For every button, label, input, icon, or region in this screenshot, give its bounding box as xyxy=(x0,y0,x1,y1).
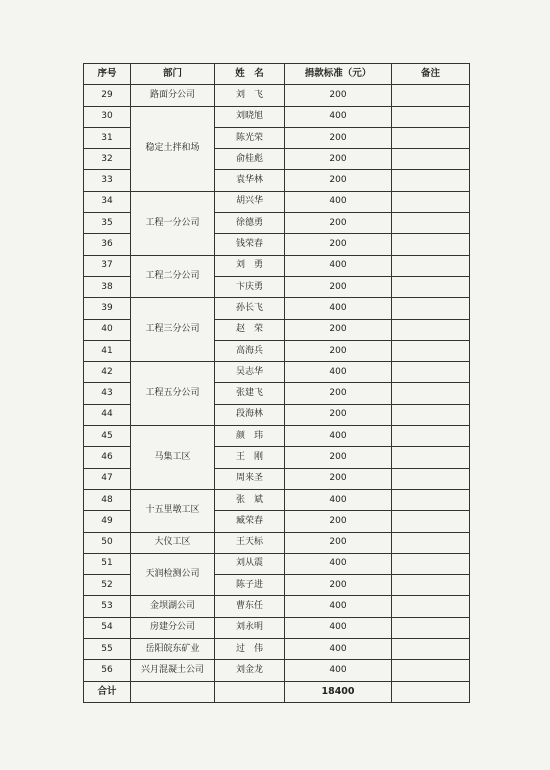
row-number: 34 xyxy=(84,191,131,212)
row-number: 54 xyxy=(84,617,131,638)
donation-amount: 200 xyxy=(285,404,392,425)
donation-amount: 200 xyxy=(285,234,392,255)
donation-amount: 200 xyxy=(285,340,392,361)
row-number: 37 xyxy=(84,255,131,276)
total-note-cell xyxy=(392,681,470,702)
total-amount: 18400 xyxy=(285,681,392,702)
row-number: 47 xyxy=(84,468,131,489)
header-no: 序号 xyxy=(84,64,131,85)
note-cell xyxy=(392,553,470,574)
department-cell: 工程二分公司 xyxy=(131,255,215,298)
donation-amount: 200 xyxy=(285,319,392,340)
person-name: 孙长飞 xyxy=(215,298,285,319)
person-name: 胡兴华 xyxy=(215,191,285,212)
donation-amount: 400 xyxy=(285,298,392,319)
note-cell xyxy=(392,106,470,127)
note-cell xyxy=(392,298,470,319)
note-cell xyxy=(392,468,470,489)
note-cell xyxy=(392,660,470,681)
person-name: 段海林 xyxy=(215,404,285,425)
person-name: 周来圣 xyxy=(215,468,285,489)
total-name-cell xyxy=(215,681,285,702)
table-row xyxy=(84,639,470,660)
row-number: 45 xyxy=(84,426,131,447)
department-cell: 马集工区 xyxy=(131,426,215,490)
table-row xyxy=(84,660,470,681)
table-row xyxy=(84,362,470,383)
row-number: 50 xyxy=(84,532,131,553)
donation-amount: 400 xyxy=(285,191,392,212)
row-number: 33 xyxy=(84,170,131,191)
note-cell xyxy=(392,127,470,148)
department-cell: 十五里墩工区 xyxy=(131,489,215,532)
department-cell: 工程三分公司 xyxy=(131,298,215,362)
table-row xyxy=(84,106,470,127)
donation-amount: 400 xyxy=(285,660,392,681)
row-number: 38 xyxy=(84,276,131,297)
donation-amount: 200 xyxy=(285,532,392,553)
table-row xyxy=(84,553,470,574)
note-cell xyxy=(392,340,470,361)
note-cell xyxy=(392,426,470,447)
header-row xyxy=(84,64,470,85)
donation-amount: 200 xyxy=(285,447,392,468)
donation-amount: 400 xyxy=(285,617,392,638)
header-amount: 捐款标准（元） xyxy=(285,64,392,85)
donation-amount: 200 xyxy=(285,127,392,148)
note-cell xyxy=(392,213,470,234)
donation-amount: 200 xyxy=(285,170,392,191)
person-name: 刘晓旭 xyxy=(215,106,285,127)
person-name: 徐德勇 xyxy=(215,213,285,234)
note-cell xyxy=(392,596,470,617)
donation-amount: 200 xyxy=(285,511,392,532)
note-cell xyxy=(392,234,470,255)
person-name: 王 刚 xyxy=(215,447,285,468)
note-cell xyxy=(392,617,470,638)
row-number: 48 xyxy=(84,489,131,510)
row-number: 52 xyxy=(84,575,131,596)
person-name: 刘永明 xyxy=(215,617,285,638)
note-cell xyxy=(392,85,470,106)
donation-amount: 400 xyxy=(285,553,392,574)
person-name: 曹东任 xyxy=(215,596,285,617)
person-name: 赵 荣 xyxy=(215,319,285,340)
department-cell: 兴月混凝土公司 xyxy=(131,660,215,681)
row-number: 49 xyxy=(84,511,131,532)
person-name: 吴志华 xyxy=(215,362,285,383)
row-number: 53 xyxy=(84,596,131,617)
note-cell xyxy=(392,447,470,468)
donation-amount: 200 xyxy=(285,468,392,489)
table-row xyxy=(84,255,470,276)
person-name: 卞庆勇 xyxy=(215,276,285,297)
row-number: 31 xyxy=(84,127,131,148)
table-body xyxy=(84,85,470,681)
note-cell xyxy=(392,532,470,553)
note-cell xyxy=(392,255,470,276)
donation-amount: 400 xyxy=(285,639,392,660)
note-cell xyxy=(392,404,470,425)
donation-amount: 400 xyxy=(285,255,392,276)
row-number: 44 xyxy=(84,404,131,425)
table-row xyxy=(84,426,470,447)
person-name: 张建飞 xyxy=(215,383,285,404)
row-number: 55 xyxy=(84,639,131,660)
donation-amount: 400 xyxy=(285,362,392,383)
person-name: 高海兵 xyxy=(215,340,285,361)
department-cell: 工程五分公司 xyxy=(131,362,215,426)
table-row xyxy=(84,532,470,553)
person-name: 刘 勇 xyxy=(215,255,285,276)
table-row xyxy=(84,85,470,106)
table-row xyxy=(84,489,470,510)
person-name: 俞桂彪 xyxy=(215,149,285,170)
row-number: 40 xyxy=(84,319,131,340)
department-cell: 稳定土拌和场 xyxy=(131,106,215,191)
note-cell xyxy=(392,575,470,596)
row-number: 30 xyxy=(84,106,131,127)
row-number: 35 xyxy=(84,213,131,234)
donation-table xyxy=(83,63,470,703)
note-cell xyxy=(392,511,470,532)
table-row xyxy=(84,298,470,319)
header-name: 姓 名 xyxy=(215,64,285,85)
note-cell xyxy=(392,489,470,510)
person-name: 王天标 xyxy=(215,532,285,553)
donation-amount: 200 xyxy=(285,276,392,297)
department-cell: 路面分公司 xyxy=(131,85,215,106)
department-cell: 天润检测公司 xyxy=(131,553,215,596)
header-note: 备注 xyxy=(392,64,470,85)
table-row xyxy=(84,596,470,617)
row-number: 32 xyxy=(84,149,131,170)
note-cell xyxy=(392,276,470,297)
person-name: 张 斌 xyxy=(215,489,285,510)
person-name: 陈光荣 xyxy=(215,127,285,148)
note-cell xyxy=(392,170,470,191)
row-number: 39 xyxy=(84,298,131,319)
department-cell: 大仪工区 xyxy=(131,532,215,553)
donation-amount: 400 xyxy=(285,426,392,447)
person-name: 陈子进 xyxy=(215,575,285,596)
person-name: 刘 飞 xyxy=(215,85,285,106)
row-number: 56 xyxy=(84,660,131,681)
note-cell xyxy=(392,362,470,383)
header-dept: 部门 xyxy=(131,64,215,85)
row-number: 41 xyxy=(84,340,131,361)
donation-amount: 200 xyxy=(285,213,392,234)
person-name: 袁华林 xyxy=(215,170,285,191)
department-cell: 房建分公司 xyxy=(131,617,215,638)
department-cell: 工程一分公司 xyxy=(131,191,215,255)
note-cell xyxy=(392,639,470,660)
row-number: 29 xyxy=(84,85,131,106)
person-name: 钱荣春 xyxy=(215,234,285,255)
note-cell xyxy=(392,191,470,212)
person-name: 臧荣春 xyxy=(215,511,285,532)
total-label: 合计 xyxy=(84,681,131,702)
donation-amount: 200 xyxy=(285,383,392,404)
department-cell: 金坝湖公司 xyxy=(131,596,215,617)
person-name: 刘从震 xyxy=(215,553,285,574)
row-number: 43 xyxy=(84,383,131,404)
note-cell xyxy=(392,149,470,170)
department-cell: 岳阳皖东矿业 xyxy=(131,639,215,660)
total-dept-cell xyxy=(131,681,215,702)
row-number: 46 xyxy=(84,447,131,468)
note-cell xyxy=(392,383,470,404)
person-name: 过 伟 xyxy=(215,639,285,660)
row-number: 51 xyxy=(84,553,131,574)
donation-amount: 200 xyxy=(285,575,392,596)
row-number: 36 xyxy=(84,234,131,255)
note-cell xyxy=(392,319,470,340)
person-name: 颜 玮 xyxy=(215,426,285,447)
table-row xyxy=(84,191,470,212)
person-name: 刘金龙 xyxy=(215,660,285,681)
row-number: 42 xyxy=(84,362,131,383)
donation-amount: 400 xyxy=(285,489,392,510)
donation-amount: 200 xyxy=(285,85,392,106)
donation-amount: 400 xyxy=(285,596,392,617)
table-row xyxy=(84,617,470,638)
total-row xyxy=(84,681,470,702)
donation-amount: 200 xyxy=(285,149,392,170)
donation-amount: 400 xyxy=(285,106,392,127)
